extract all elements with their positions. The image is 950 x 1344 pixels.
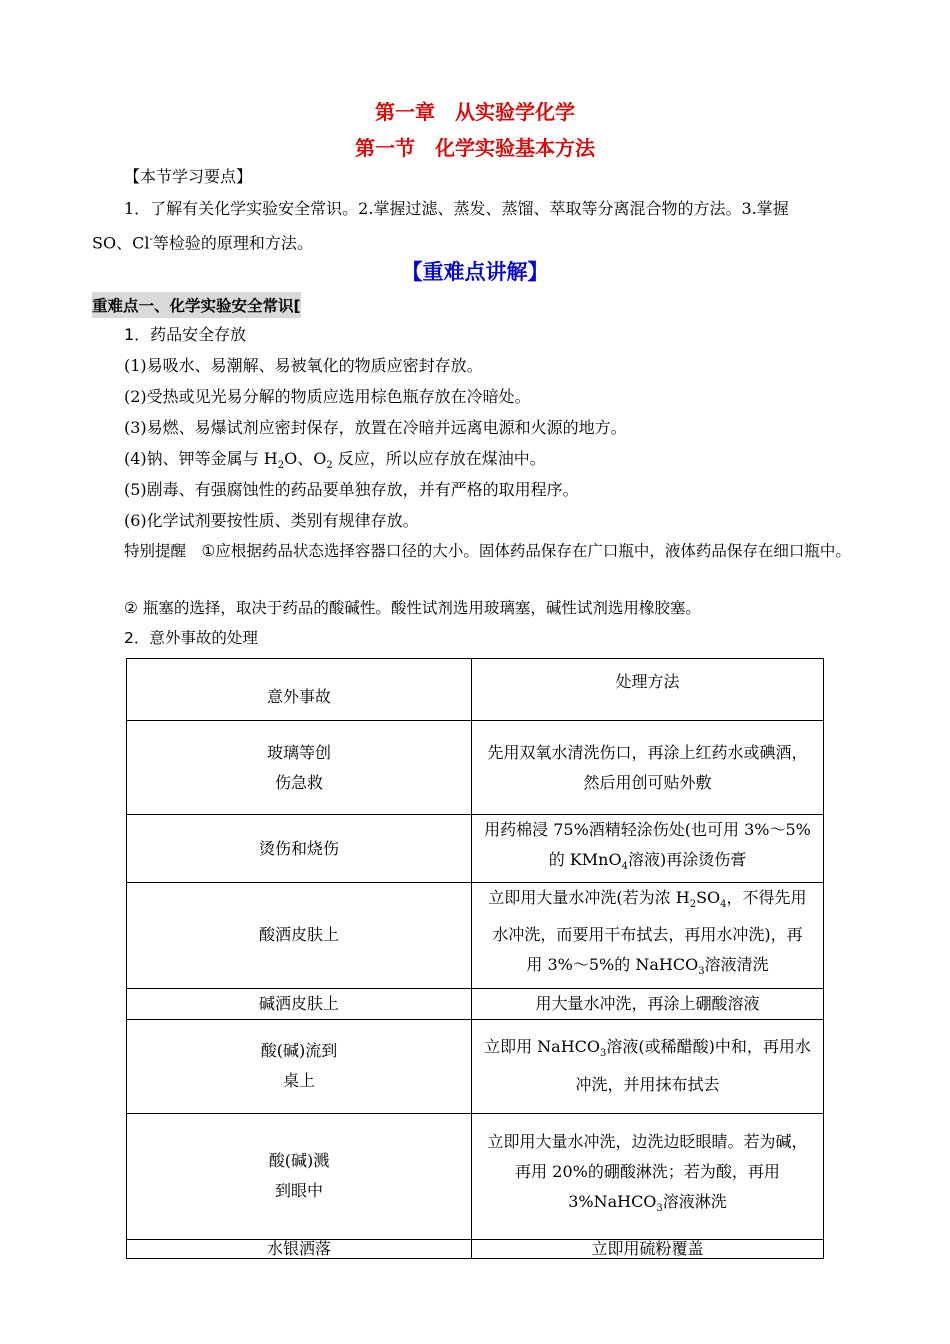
method-cell [472, 883, 824, 988]
accident-table [126, 658, 824, 1259]
storage-item-4-sub2: 2 [326, 460, 333, 472]
r3-method-sub1: 2 [689, 899, 697, 911]
r3-method-sub2: 4 [720, 899, 727, 911]
table-row [127, 815, 824, 883]
storage-item-1: (1)易吸水、易潮解、易被氧化的物质应密封存放。 [124, 356, 483, 375]
r1-method-line2: 然后用创可贴外敷 [583, 772, 712, 792]
method-cell [472, 1019, 824, 1113]
table-header-row [127, 659, 824, 721]
r1-accident-line1: 玻璃等创 [266, 742, 331, 762]
r5-method-l1a: 立即用 NaHCO [484, 1037, 601, 1057]
r3-method-l1c: ，不得先用 [726, 888, 807, 908]
r3-method-line1 [478, 883, 817, 920]
r6-method-line3 [478, 1187, 817, 1224]
method-cell [472, 721, 824, 815]
study-points-text-line2 [92, 224, 862, 258]
r3-method-l3a: 用 3%～5%的 NaHCO [526, 955, 699, 975]
r2-method-line2 [478, 845, 817, 882]
special-note-2: ② 瓶塞的选择，取决于药品的酸碱性。酸性试剂选用玻璃塞，碱性试剂选用橡胶塞。 [124, 599, 701, 617]
study-points-sup: - [149, 234, 153, 245]
method-cell [472, 1113, 824, 1239]
storage-item-4b: O、O [284, 449, 327, 468]
r5-accident-line2: 桌上 [282, 1071, 315, 1091]
r2-method-l2b: 溶液)再涂烫伤膏 [627, 850, 747, 869]
sub2-title: 2．意外事故的处理 [124, 629, 258, 647]
r6-method-line2: 再用 20%的硼酸淋洗；若为酸，再用 [515, 1162, 780, 1182]
r3-method-l3b: 溶液清洗 [704, 955, 769, 975]
r2-method-l2a: 的 KMnO [548, 850, 622, 869]
study-points-text [92, 193, 862, 224]
table-row [127, 721, 824, 815]
accident-cell [127, 1019, 472, 1113]
r5-accident-line1: 酸(碱)流到 [260, 1041, 338, 1061]
storage-item-4 [124, 448, 546, 477]
lecture-title: 【重难点讲解】 [401, 259, 549, 284]
special-note-1: 特别提醒 ①应根据药品状态选择容器口径的大小。固体药品保存在广口瓶中，液体药品保存在细口瓶中。 [124, 542, 851, 560]
storage-item-6: (6)化学试剂要按性质、类别有规律存放。 [124, 511, 419, 530]
study-points-line2a: SO、Cl [92, 233, 150, 253]
r2-method-line1: 用药棉浸 75%酒精轻涂伤处(也可用 3%～5% [484, 820, 811, 839]
section-title: 第一节 化学实验基本方法 [355, 136, 595, 160]
table-row [127, 988, 824, 1019]
study-points-line2b: 等检验的原理和方法。 [152, 233, 313, 253]
storage-item-4c: 反应，所以应存放在煤油中。 [332, 449, 546, 468]
method-cell [472, 815, 824, 883]
header-method: 处理方法 [472, 659, 824, 721]
study-points-label: 【本节学习要点】 [124, 167, 253, 186]
r1-accident-line2: 伤急救 [274, 772, 323, 792]
method-cell: 立即用硫粉覆盖 [472, 1239, 824, 1258]
accident-cell [127, 1113, 472, 1239]
accident-cell: 烫伤和烧伤 [127, 815, 472, 883]
r2-method-sub: 4 [621, 861, 628, 873]
accident-cell [127, 721, 472, 815]
table-row [127, 1019, 824, 1113]
r3-method-l1b: SO [696, 888, 721, 908]
key-point-heading: 重难点一、化学实验安全常识[ [92, 292, 301, 318]
storage-item-4a: (4)钠、钾等金属与 H [124, 449, 278, 468]
r6-method-l3a: 3%NaHCO [568, 1192, 657, 1212]
header-accident: 意外事故 [127, 659, 472, 721]
accident-cell: 水银洒落 [127, 1239, 472, 1258]
table-row [127, 1239, 824, 1258]
table-row [127, 883, 824, 988]
storage-item-3: (3)易燃、易爆试剂应密封保存，放置在冷暗并远离电源和火源的地方。 [124, 418, 627, 437]
chapter-title: 第一章 从实验学化学 [375, 100, 575, 124]
r3-method-l1a: 立即用大量水冲洗(若为浓 H [488, 888, 690, 908]
storage-item-2: (2)受热或见光易分解的物质应选用棕色瓶存放在冷暗处。 [124, 387, 531, 406]
table-row [127, 1113, 824, 1239]
r3-method-line2: 水冲洗，而要用干布拭去，再用水冲洗)，再 [492, 925, 803, 945]
r5-method-line2: 冲洗，并用抹布拭去 [575, 1074, 720, 1094]
storage-item-5: (5)剧毒、有强腐蚀性的药品要单独存放，并有严格的取用程序。 [124, 480, 579, 499]
r6-method-l3b: 溶液淋洗 [662, 1192, 727, 1212]
study-points-line1: 1．了解有关化学实验安全常识。2.掌握过滤、蒸发、蒸馏、萃取等分离混合物的方法。3.掌握 [124, 199, 789, 218]
r6-method-sub: 3 [656, 1203, 663, 1215]
accident-cell: 酸洒皮肤上 [127, 883, 472, 988]
r5-method-line1 [478, 1032, 817, 1069]
r6-method-line1: 立即用大量水冲洗，边洗边眨眼睛。若为碱， [487, 1132, 808, 1152]
r1-method-line1: 先用双氧水清洗伤口，再涂上红药水或碘酒， [487, 742, 808, 762]
r3-method-line3 [478, 950, 817, 987]
r5-method-l1b: 溶液(或稀醋酸)中和，再用水 [606, 1037, 811, 1057]
accident-cell: 碱洒皮肤上 [127, 988, 472, 1019]
r5-method-sub: 3 [600, 1048, 607, 1060]
sub1-title: 1．药品安全存放 [124, 325, 247, 344]
r6-accident-line1: 酸(碱)溅 [268, 1151, 330, 1171]
method-cell: 用大量水冲洗，再涂上硼酸溶液 [472, 988, 824, 1019]
r3-method-sub3: 3 [698, 966, 705, 978]
r6-accident-line2: 到眼中 [274, 1181, 323, 1201]
storage-item-4-sub1: 2 [277, 460, 285, 472]
